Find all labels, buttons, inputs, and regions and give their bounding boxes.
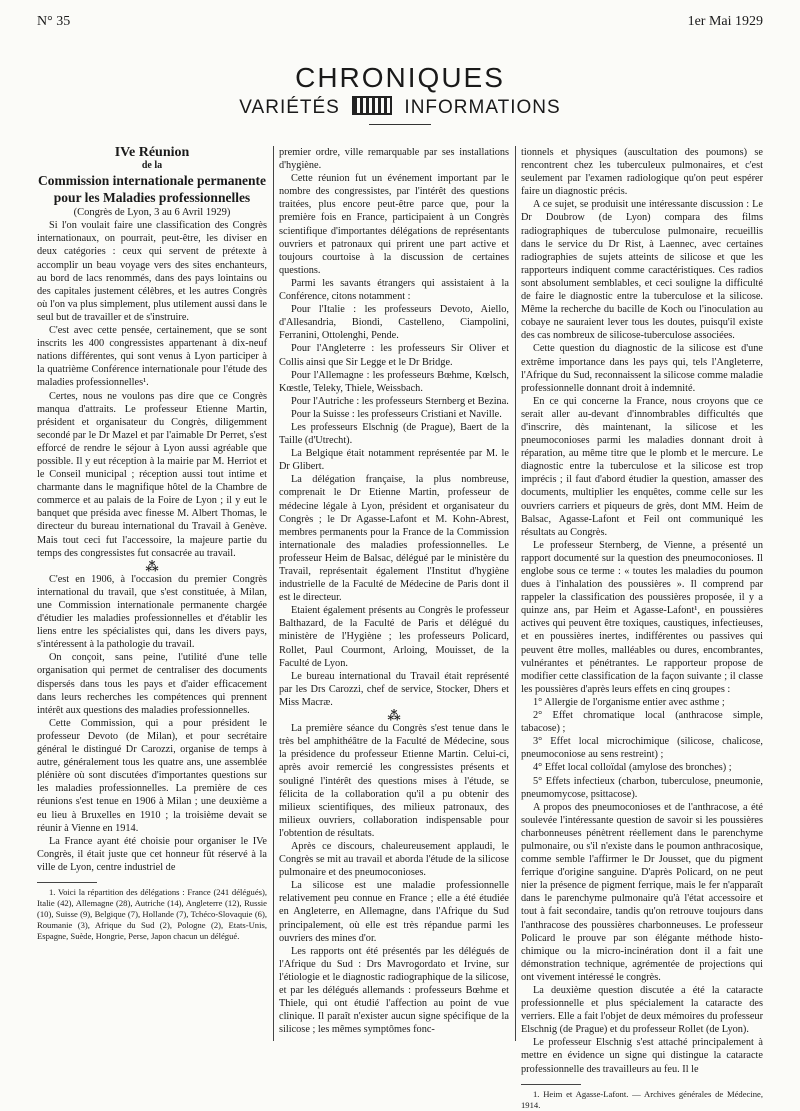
paragraph: premier ordre, ville remarquable par ses installations d'hygiène.	[279, 147, 509, 172]
footnote: 1. Heim et Agasse-Lafont. — Archives générales de Médecine, 1914.	[521, 1088, 763, 1110]
article-title-line1: IVe Réunion	[114, 145, 190, 160]
paragraph: Certes, nous ne voulons pas dire que ce Congrès manqua d'attraits. Le professeur Etienne Martin, président et organisateur du Congrès, diligemment secondé par le Dr Mazel et par l'aimable Dr Perret, s'est efforcé de rendre le séjour à Lyon aussi agréable que possible. Il y eut réception à la mairie par M. Herriot et le Conseil municipal ; réception aussi tout intime et charmante dans le magnifique hôtel de la Chambre de commerce et au palais de la Foire de Lyon ; il y eut le banquet que présida avec finesse M. Albert Thomas, le directeur du bureau international du Travail à Genève. Mais tout ceci fut l'accessoire, la majeure partie du temps des congressistes fut consacrée au travail.	[37, 390, 267, 559]
paragraph: Si l'on voulait faire une classification des Congrès internationaux, on pourrait, peut-être, les diviser en deux catégories : ceux qui servent de prétexte à accomplir un beau voyage vers des sites enchanteurs, au bord de lacs renommés, dans des pays lointains ou des capitales justement célèbres, et les autres Congrès où l'on va plus simplement, plus utilement aussi dans le seul but de travailler et de s'instruire.	[37, 220, 267, 323]
subtitle-informations: INFORMATIONS	[404, 97, 561, 118]
footnote: 1. Voici la répartition des délégations : France (241 délégués), Italie (42), Allemagne (28), Autriche (14), Angleterre (12), Russie (10), Suisse (9), Belgique (7), Hollande (7), Tchéco-Slovaquie (6), Roumanie (3), Afrique du Sud (2), Pologne (2), Etats-Unis, Espagne, Suède, Hongrie, Perse, Japon chacun un délégué.	[37, 886, 267, 941]
paragraph: Le professeur Elschnig s'est attaché principalement à mettre en évidence un signe qui distingue la cataracte professionnelle des travailleurs au feu. Il le	[521, 1037, 763, 1075]
column-divider	[515, 146, 516, 1041]
paragraph: Les rapports ont été présentés par les délégués de l'Afrique du Sud : Drs Mavrogordato et Irvine, sur l'étiologie et le diagnostic radiographique de la silicose, et par les délégués allemands : professeurs Bœhme et Thiele, qui ont étudié l'affection au point de vue clinique. Il paraît n'exister aucun signe spécifique de la silicose ; les mêmes symptômes fonc-	[279, 945, 509, 1036]
footnote-rule	[521, 1084, 581, 1085]
paragraph: La délégation française, la plus nombreuse, comprenait le Dr Etienne Martin, professeur de médecine légale à Lyon, président et organisateur du Congrès ; le Dr Agasse-Lafont et M. Kohn-Abrest, membres permanents pour la France de la Commission internationale des maladies professionnelles. Le professeur Heim de Balsac, délégué par le ministère du Travail, représentait également l'Institut d'hygiène industrielle de la Faculté de Médecine de Paris dont il est le directeur.	[279, 474, 509, 604]
column-2	[279, 146, 509, 1036]
article-dateline: (Congrès de Lyon, 3 au 6 Avril 1929)	[73, 207, 231, 219]
paragraph: Pour l'Autriche : les professeurs Sternberg et Bezina.	[291, 395, 509, 407]
paragraph: Cette Commission, qui a pour président le professeur Devoto (de Milan), et pour secrétaire général le distingué Dr Carozzi, organise de temps à autre, généralement tous les quatre ans, une assemblée plénière où sont discutées d'importantes questions sur les maladies professionnelles. La première de ces réunions s'est tenue en 1906 à Milan ; une deuxième a eu lieu à Bruxelles en 1910 ; la troisième devait se réunir à Vienne en 1914.	[37, 717, 267, 834]
paragraph: Pour l'Angleterre : les professeurs Sir Oliver et Collis ainsi que Sir Legge et le Dr Bridge.	[279, 343, 509, 368]
article-title-main: Commission internationale permanente pour les Maladies professionnelles	[38, 173, 266, 206]
issue-number: N° 35	[37, 14, 71, 29]
list-item: 4° Effet local colloïdal (amylose des bronches) ;	[533, 762, 732, 774]
section-break-asterism: ⁂	[145, 558, 159, 574]
paragraph: Pour l'Italie : les professeurs Devoto, Aiello, d'Allesandria, Biondi, Castelleno, Ciampolini, Ferranini, Ottolenghi, Pende.	[279, 304, 509, 342]
paragraph: La France ayant été choisie pour organiser le IVe Congrès, il était juste que cet honneur fût réservé à la ville de Lyon, centre industriel de	[37, 835, 267, 873]
ornament-icon	[352, 96, 392, 115]
paragraph: La silicose est une maladie professionnelle relativement peu connue en France ; elle a été étudiée en Angleterre, en Allemagne, dans l'Afrique du Sud principalement, où elle est très répandue parmi les ouvriers des mines d'or.	[279, 880, 509, 944]
column-divider	[273, 146, 274, 1041]
article-title-line2: de la	[141, 160, 163, 172]
section-break-asterism: ⁂	[387, 708, 401, 724]
list-item: 1° Allergie de l'organisme entier avec asthme ;	[533, 696, 725, 708]
section-subtitle	[0, 96, 800, 119]
list-item: 2° Effet chromatique local (anthracose simple, tabacose) ;	[521, 710, 763, 735]
footnote-rule	[37, 882, 97, 883]
paragraph: Cette réunion fut un événement important par le nombre des congressistes, par l'intérêt des questions traitées, plus encore peut-être parce que, pour la première fois en France, participaient à un Congrès scientifique d'importantes délégations de représentants ouvriers et patronaux qui prirent une part active et toujours courtoise à la discussion de certaines questions.	[279, 173, 509, 276]
list-item: 5° Effets infectieux (charbon, tuberculose, pneumonie, pneumomycose, psittacose).	[521, 775, 763, 800]
section-title: CHRONIQUES	[295, 62, 505, 93]
column-3	[521, 146, 763, 1110]
paragraph: Pour la Suisse : les professeurs Cristiani et Naville.	[291, 408, 502, 420]
issue-date: 1er Mai 1929	[687, 14, 763, 29]
paragraph: Etaient également présents au Congrès le professeur Balthazard, de la Faculté de Paris et délégué du ministère de l'Hygiène ; les professeurs Policard, Rollet, Paul Courmont, Arloing, Mouisset, de la Faculté de Lyon.	[279, 605, 509, 669]
paragraph: C'est avec cette pensée, certainement, que se sont inscrits les 400 congressistes appartenant à dix-neuf nations différentes, qui sont venus à Lyon participer à la quatrième Conférence internationale pour l'étude des maladies professionnelles¹.	[37, 325, 267, 389]
paragraph: Pour l'Allemagne : les professeurs Bœhme, Kœlsch, Kœstle, Teleky, Thiele, Weissbach.	[279, 369, 509, 394]
list-item: 3° Effet local microchimique (silicose, chalicose, pneumoconiose au sens restreint) ;	[521, 736, 763, 761]
paragraph: Après ce discours, chaleureusement applaudi, le Congrès se mit au travail et aborda l'étude de la silicose pulmonaire et des pneumoconioses.	[279, 840, 509, 879]
paragraph: La Belgique était notamment représentée par M. le Dr Glibert.	[279, 448, 509, 473]
paragraph: Cette question du diagnostic de la silicose est d'une extrême importance dans les pays qui, tels l'Angleterre, l'Afrique du Sud, reconnaissent la silicose comme maladie professionnelle donnant droit à indemnité.	[521, 343, 763, 394]
paragraph: Le professeur Sternberg, de Vienne, a présenté un rapport documenté sur la question des pneumoconioses. Il englobe sous ce terme : « toutes les maladies du poumon dues à l'inhalation des poussières ». Il comprend par rappeler la classification des poussières proposée, il y a quinze ans, par Heim et Agasse-Lafont¹, en poussières actives qui peuvent être toxiques, caustiques, infectieuses, et en poussières inertes, indifférentes ou passives qui peuvent être molles, malléables ou dures, encombrantes, vulnérantes et pénétrantes. Le rapporteur propose de modifier cette classification de la façon suivante ; il classe les poussières d'après leurs effets en cinq groupes :	[521, 539, 763, 695]
paragraph: Le bureau international du Travail était représenté par les Drs Carozzi, chef de service, Stocker, Dhers et Miss Macræ.	[279, 670, 509, 708]
paragraph: Les professeurs Elschnig (de Prague), Baert de la Taille (d'Utrecht).	[279, 421, 509, 447]
paragraph: tionnels et physiques (auscultation des poumons) se rencontrent chez les tuberculeux pulmonaires, et c'est seulement par l'examen radiologique qu'on peut espérer faire un diagnostic précis.	[521, 147, 763, 198]
paragraph: La première séance du Congrès s'est tenue dans le très bel amphithéâtre de la Faculté de Médecine, sous la présidence du professeur Etienne Martin. Celui-ci, après avoir remercié les congressistes présents et souligné l'intérêt des questions mises à l'étude, se félicita de la collaboration qu'il a pu obtenir des milieux scientifiques, des milieux patronaux, des milieux ouvriers, collaboration indispensable pour l'obtention de résultats.	[279, 723, 509, 839]
paragraph: On conçoit, sans peine, l'utilité d'une telle organisation qui permet de centraliser des documents dispersés dans tous les pays et d'aider efficacement dans leurs recherches les compétences qui prennent intérêt aux questions des maladies professionnelles.	[37, 652, 267, 716]
subtitle-varietes: VARIÉTÉS	[239, 97, 340, 118]
paragraph: A propos des pneumoconioses et de l'anthracose, a été soulevée l'intéressante question de savoir si les poussières charbonneuses pénètrent réellement dans le parenchyme pulmonaire, ou s'il n'existe dans le poumon anthracosique, comme semble l'affirmer le Dr Jousset, que du pigment ferrique d'origine sanguine. D'après Policard, on ne peut nier la présence de pigment ferrique, mais le fer n'apparaît dans le parenchyme pulmonaire qu'à l'état accessoire et tout à fait secondaire, tandis qu'on retrouve toujours dans l'anthracose des poussières charbonneuses. Le professeur Policard le prouve par son élégante méthode histo-chimique ou la micro-incinération dont il a fait une démonstration technique, agrémentée de projections qui ont vivement intéressé le congrès.	[521, 801, 763, 983]
paragraph: En ce qui concerne la France, nous croyons que ce serait aller au-devant d'innombrables difficultés que d'inscrire, dès maintenant, la silicose et les pneumoconioses parmi les maladies donnant droit à réparation, au même titre que le plomb et le mercure. Le diagnostic entre la tuberculose et la silicose est trop imprécis ; il faut d'abord étudier la question, amasser des documents, multiplier les enquêtes, comme celle sur les ouvriers carriers et piqueurs de grès, dont MM. Heim de Balsac, Agasse-Lafont et Feil ont communiqué les résultats au Congrès.	[521, 395, 763, 538]
column-1	[37, 146, 267, 1006]
paragraph: Parmi les savants étrangers qui assistaient à la Conférence, citons notamment :	[279, 277, 509, 303]
header-rule	[369, 124, 431, 125]
paragraph: A ce sujet, se produisit une intéressante discussion : Le Dr Doubrow (de Lyon) compara des films radiographiques de tuberculose pulmonaire, recueillis dans le service du Dr Rist, à Laennec, avec certaines radiographies de sujets atteints de silicose et que les rapporteurs indiquent comme caractéristiques. Ces radios sont absolument semblables, et ceci souligne la difficulté de faire le diagnostic entre la tuberculose et la silicose. Même la recherche du bacille de Koch ou l'inoculation au cobaye ne sauraient lever tous les doutes, puisqu'il existe des cas nombreux de silicose-tuberculose associées.	[521, 199, 763, 342]
paragraph: La deuxième question discutée a été la cataracte professionnelle et plus spécialement la cataracte des verriers. Elle a fait l'objet de deux mémoires du professeur Elschnig (de Prague) et du professeur Rollet (de Lyon).	[521, 985, 763, 1036]
paragraph: C'est en 1906, à l'occasion du premier Congrès international du travail, que s'est constituée, à Milan, une Commission internationale permanente chargée d'étudier les maladies professionnelles et d'établir les liens entre les spécialistes qui, dans les divers pays, s'intéressent à la pathologie du travail.	[37, 573, 267, 651]
